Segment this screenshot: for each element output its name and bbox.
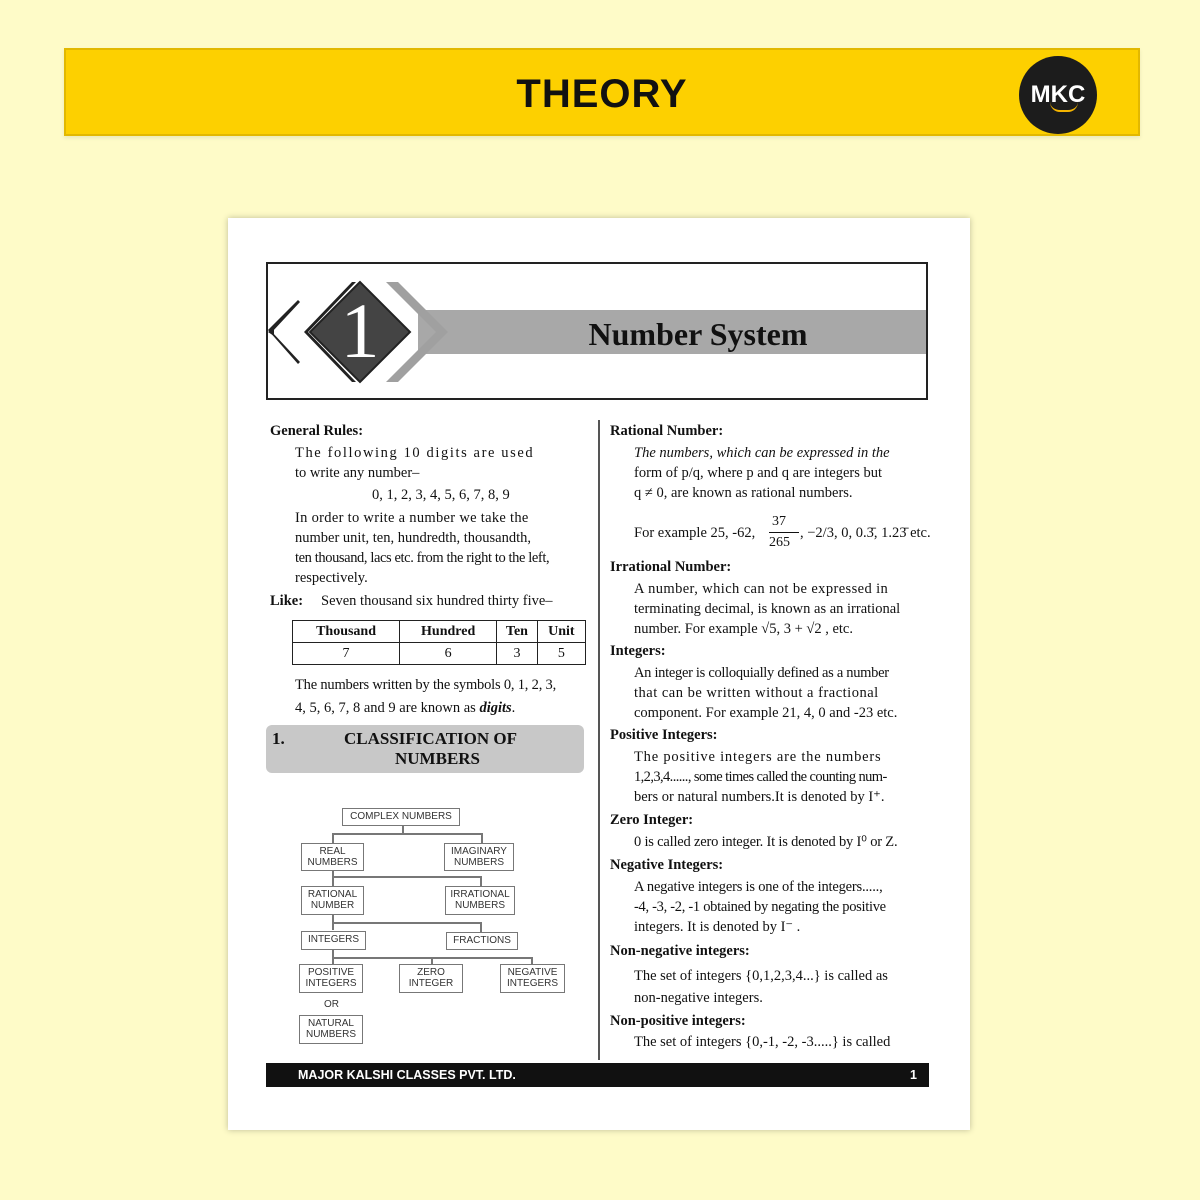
rational-example: For example 25, -62, [634, 525, 756, 541]
table-header-cell: Unit [537, 621, 585, 643]
rational-text: The numbers, which can be expressed in the [634, 445, 890, 461]
tree-node-imaginary: IMAGINARY NUMBERS [444, 843, 514, 871]
book-page [228, 218, 970, 1130]
rational-text: q ≠ 0, are known as rational numbers. [634, 485, 853, 501]
digits-list: 0, 1, 2, 3, 4, 5, 6, 7, 8, 9 [372, 487, 510, 503]
negative-text: -4, -3, -2, -1 obtained by negating the positive [634, 899, 886, 915]
integers-heading: Integers: [610, 643, 666, 659]
tree-node-negative: NEGATIVE INTEGERS [500, 964, 565, 993]
table-cell: 6 [400, 643, 497, 665]
tree-node-complex: COMPLEX NUMBERS [342, 808, 460, 826]
tree-node-zero: ZERO INTEGER [399, 964, 463, 993]
negative-heading: Negative Integers: [610, 857, 724, 873]
nonnegative-text: The set of integers {0,1,2,3,4...} is called as [634, 968, 888, 984]
tree-node-irrational: IRRATIONAL NUMBERS [445, 886, 515, 915]
place-value-text: In order to write a number we take the [295, 510, 529, 526]
digits-note [295, 698, 515, 719]
place-value-text: ten thousand, lacs etc. from the right to the left, [295, 550, 550, 566]
table-row [293, 643, 586, 665]
chapter-number: 1 [340, 287, 380, 374]
irrational-text: A number, which can not be expressed in [634, 581, 889, 597]
integers-text: component. For example 21, 4, 0 and -23 etc. [634, 705, 898, 721]
classification-heading [266, 725, 584, 773]
zero-heading: Zero Integer: [610, 812, 694, 828]
page-number: 1 [910, 1068, 917, 1082]
irrational-text: number. For example √5, 3 + √2 , etc. [634, 621, 853, 637]
digits-note: The numbers written by the symbols 0, 1, 2, 3, [295, 677, 557, 693]
table-header-cell: Ten [497, 621, 538, 643]
tree-or-label: OR [324, 999, 339, 1010]
positive-text: The positive integers are the numbers [634, 749, 882, 765]
rational-text: form of p/q, where p and q are integers but [634, 465, 883, 481]
section-title: NUMBERS [395, 749, 481, 768]
page-footer [266, 1063, 929, 1087]
rational-heading: Rational Number: [610, 423, 724, 439]
fraction-denominator: 265 [769, 535, 790, 550]
section-number: 1. [272, 729, 285, 748]
like-text: Seven thousand six hundred thirty five– [321, 593, 553, 609]
digits-note-text: 4, 5, 6, 7, 8 and 9 are known as [295, 700, 480, 716]
chapter-title: Number System [588, 316, 808, 352]
mkc-logo: MKC [1019, 56, 1097, 134]
table-cell: 5 [537, 643, 585, 665]
tree-node-rational: RATIONAL NUMBER [301, 886, 364, 915]
table-cell: 7 [293, 643, 400, 665]
table-header-row [293, 621, 586, 643]
fraction-numerator: 37 [772, 514, 786, 529]
general-rules-heading: General Rules: [270, 423, 364, 439]
table-header-cell: Hundred [400, 621, 497, 643]
theory-banner [64, 48, 1140, 136]
positive-heading: Positive Integers: [610, 727, 718, 743]
digits-term: digits [479, 700, 512, 716]
negative-text: A negative integers is one of the integers....., [634, 879, 883, 895]
banner-title: THEORY [516, 72, 688, 116]
digits-note-end: . [511, 700, 516, 716]
nonpositive-text: The set of integers {0,-1, -2, -3.....} is called [634, 1034, 891, 1050]
positive-text: bers or natural numbers.It is denoted by I⁺. [634, 789, 885, 805]
tree-node-real: REAL NUMBERS [301, 843, 364, 871]
table-header-cell: Thousand [293, 621, 400, 643]
integers-text: that can be written without a fractional [634, 685, 879, 701]
chapter-header [266, 262, 928, 400]
nonnegative-heading: Non-negative integers: [610, 943, 750, 959]
irrational-heading: Irrational Number: [610, 559, 732, 575]
place-value-text: respectively. [295, 570, 368, 586]
general-rules-text: to write any number– [295, 465, 420, 481]
rational-example: , −2/3, 0, 0.3̄, 1.23̄ etc. [800, 525, 931, 541]
section-title: CLASSIFICATION OF [344, 729, 518, 748]
place-value-text: number unit, ten, hundredth, thousandth, [295, 530, 531, 546]
tree-node-fractions: FRACTIONS [446, 932, 518, 950]
irrational-text: terminating decimal, is known as an irrational [634, 601, 901, 617]
column-divider [598, 420, 600, 1060]
table-cell: 3 [497, 643, 538, 665]
tree-node-natural: NATURAL NUMBERS [299, 1015, 363, 1044]
place-value-table [292, 620, 586, 665]
positive-text: 1,2,3,4......, some times called the counting num- [634, 769, 887, 785]
tree-node-integers: INTEGERS [301, 931, 366, 950]
negative-text: integers. It is denoted by I⁻ . [634, 919, 801, 935]
footer-company: MAJOR KALSHI CLASSES PVT. LTD. [298, 1068, 516, 1082]
nonpositive-heading: Non-positive integers: [610, 1013, 746, 1029]
zero-text: 0 is called zero integer. It is denoted by I⁰ or Z. [634, 834, 898, 850]
general-rules-text: The following 10 digits are used [295, 445, 535, 461]
like-label: Like: [270, 593, 304, 609]
nonnegative-text: non-negative integers. [634, 990, 763, 1006]
tree-node-positive: POSITIVE INTEGERS [299, 964, 363, 993]
integers-text: An integer is colloquially defined as a number [634, 665, 889, 681]
